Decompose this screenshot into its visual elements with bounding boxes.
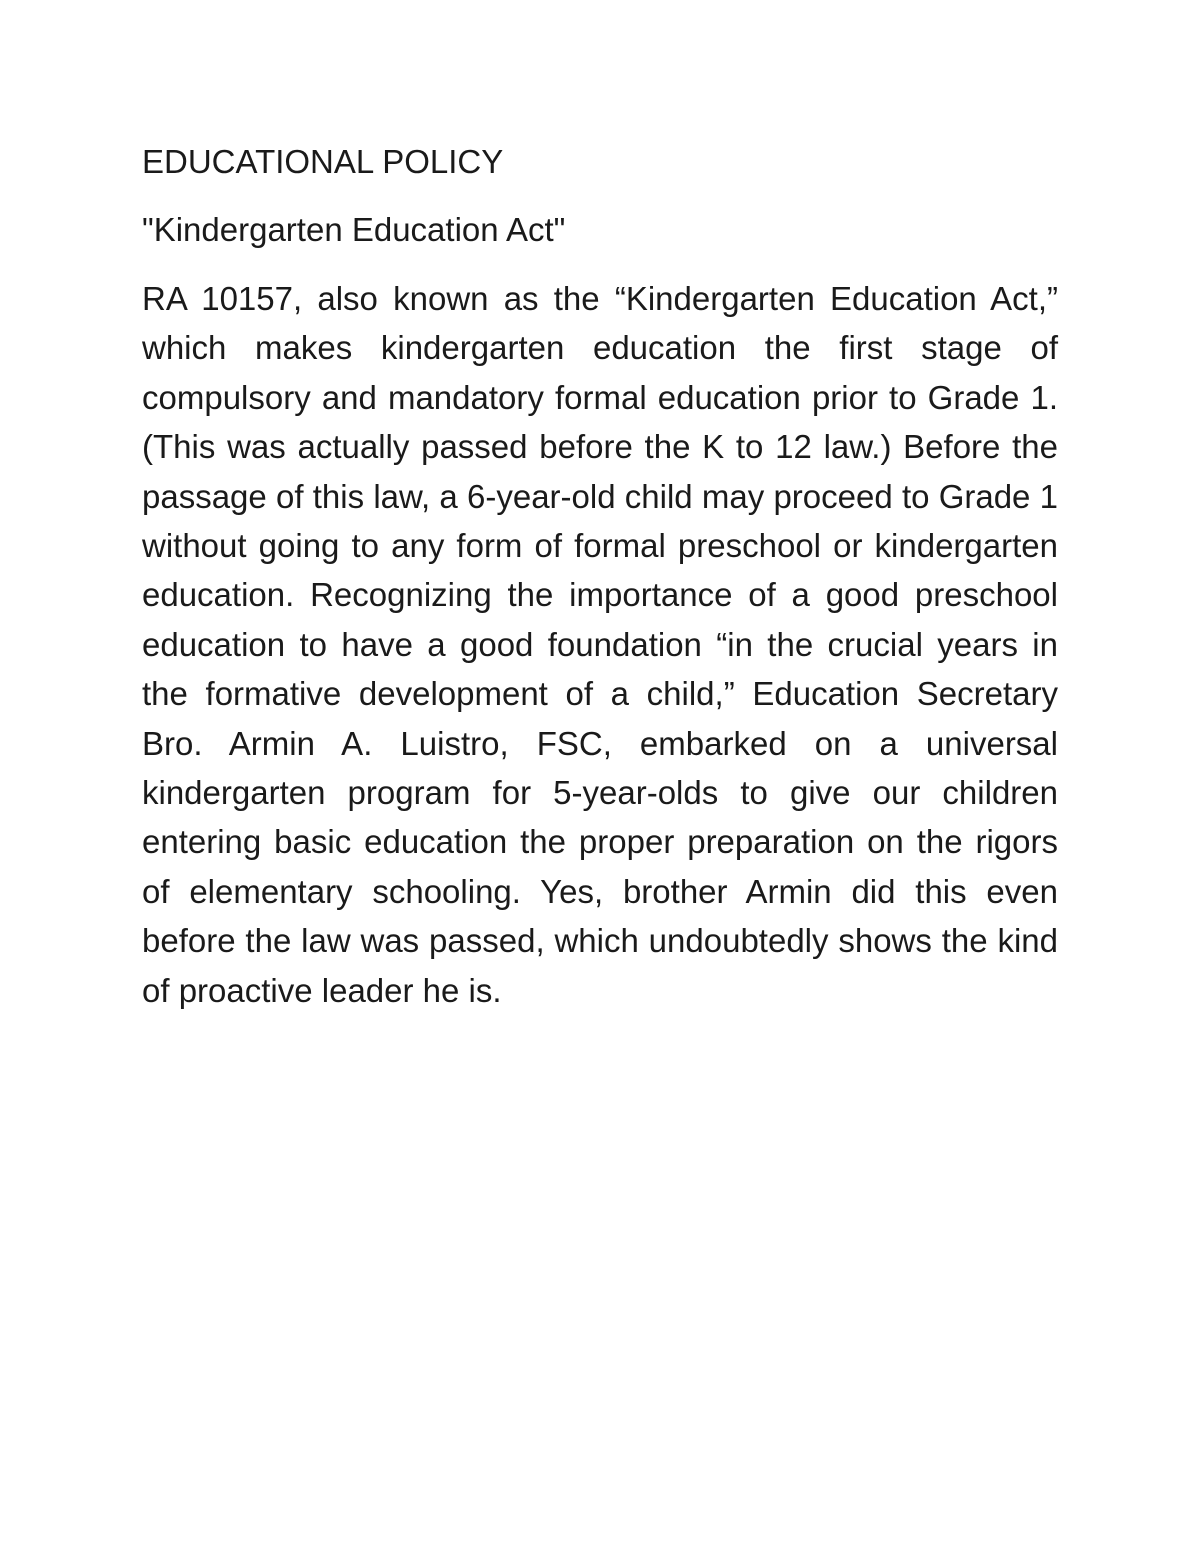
document-page xyxy=(142,138,1058,1015)
document-subtitle: "Kindergarten Education Act" xyxy=(142,211,566,248)
document-body-paragraph: RA 10157, also known as the “Kindergarten Education Act,” which makes kindergarten education the first stage of compulsory and mandatory formal education prior to Grade 1. (This was actually passed before the K to 12 law.) Before the passage of this law, a 6-year-old child may proceed to Grade 1 without going to any form of formal preschool or kindergarten education. Recognizing the importance of a good preschool education to have a good foundation “in the crucial years in the formative development of a child,” Education Secretary Bro. Armin A. Luistro, FSC, embarked on a universal kindergarten program for 5-year-olds to give our children entering basic education the proper preparation on the rigors of elementary schooling. Yes, brother Armin did this even before the law was passed, which undoubtedly shows the kind of proactive leader he is. xyxy=(142,280,1058,1009)
document-heading: EDUCATIONAL POLICY xyxy=(142,143,504,180)
